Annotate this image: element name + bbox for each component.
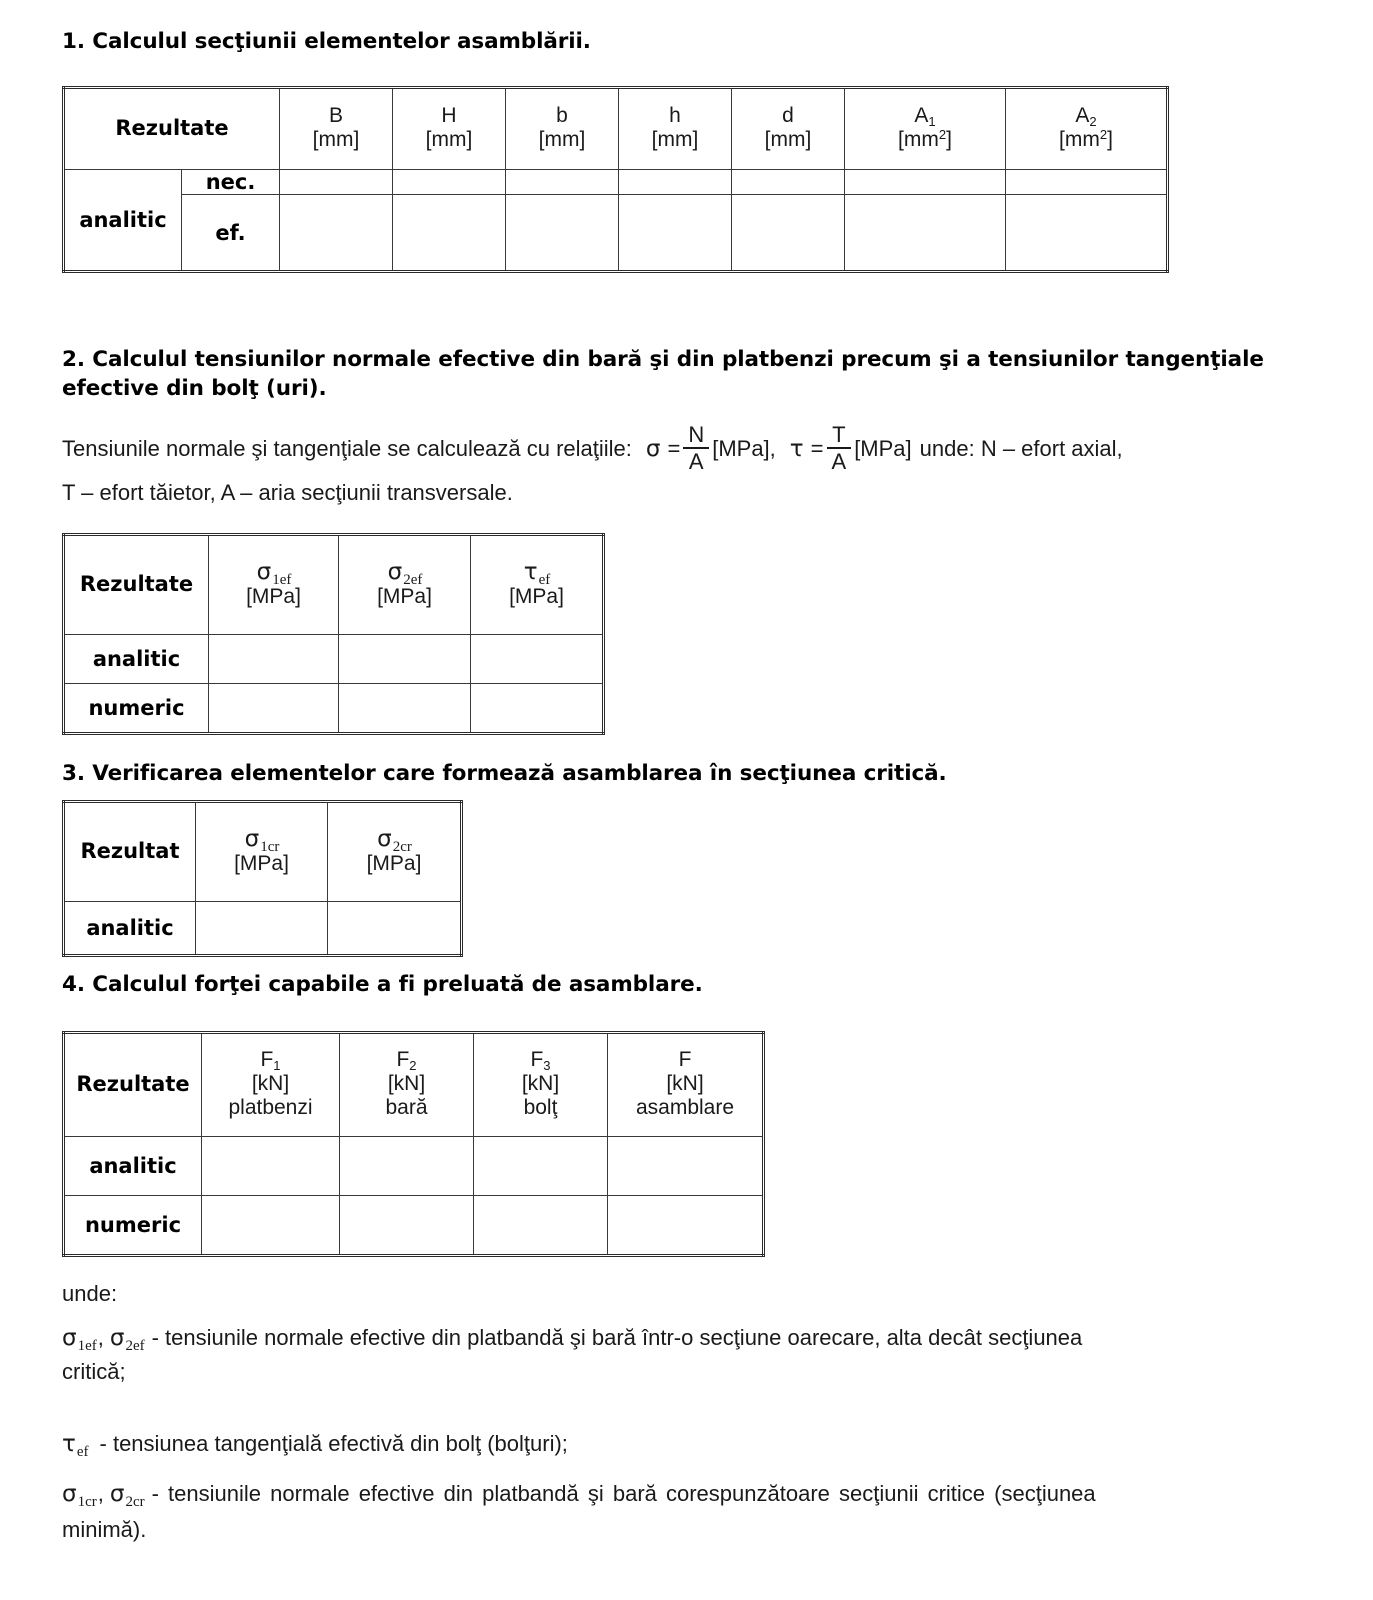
table2-cell[interactable] bbox=[339, 635, 471, 684]
legend-symbol-sigma1ef: $\sigma_{1ef}$ bbox=[62, 1325, 97, 1355]
col-note: bară bbox=[385, 1096, 428, 1120]
table1-cell[interactable] bbox=[1006, 195, 1168, 272]
table1-group-label: analitic bbox=[64, 170, 182, 272]
table4-col-F3 bbox=[474, 1033, 608, 1137]
table3-cell[interactable] bbox=[328, 902, 462, 956]
equals-sign-1: = bbox=[667, 436, 681, 462]
fraction-T-over-A bbox=[827, 423, 852, 473]
col-unit: [kN] bbox=[666, 1071, 704, 1095]
formula-lead-text: Tensiunile normale şi tangenţiale se calculează cu relaţiile: bbox=[62, 436, 632, 462]
table1-col-A2 bbox=[1006, 88, 1168, 170]
fraction-denominator: A bbox=[688, 449, 704, 475]
table1-cell[interactable] bbox=[393, 170, 506, 195]
table1-col-H bbox=[393, 88, 506, 170]
table1-cell[interactable] bbox=[619, 195, 732, 272]
table1-cell[interactable] bbox=[845, 195, 1006, 272]
section-2-heading bbox=[62, 345, 1320, 403]
table-row bbox=[64, 195, 1168, 272]
section-2-heading-line1: 2. Calculul tensiunilor normale efective din bară şi din platbenzi precum şi a tensiunilor tangenţiale bbox=[62, 347, 1264, 372]
table1-cell[interactable] bbox=[506, 195, 619, 272]
legend-text-line2: critică; bbox=[62, 1358, 126, 1384]
table2-cell[interactable] bbox=[209, 684, 339, 734]
table-header-row bbox=[64, 1033, 764, 1137]
formula-2-unit: [MPa] bbox=[854, 436, 912, 462]
table2-cell[interactable] bbox=[471, 684, 604, 734]
col-note: platbenzi bbox=[228, 1096, 313, 1120]
table2-col-tauef bbox=[471, 535, 604, 635]
fraction-denominator: A bbox=[831, 449, 847, 475]
equals-sign-2: = bbox=[810, 436, 824, 462]
col-symbol: $A_2$ bbox=[1075, 103, 1097, 130]
table2-result-label: Rezultate bbox=[64, 535, 209, 635]
table1-cell[interactable] bbox=[845, 170, 1006, 195]
table1-col-d bbox=[732, 88, 845, 170]
col-symbol: h bbox=[669, 103, 681, 127]
table3-result-label: Rezultat bbox=[64, 802, 196, 902]
section-3-heading: 3. Verificarea elementelor care formează asamblarea în secţiunea critică. bbox=[62, 761, 947, 786]
col-symbol: $A_1$ bbox=[914, 103, 936, 130]
table2-col-sigma2ef bbox=[339, 535, 471, 635]
formula-paragraph-line2: T – efort tăietor, A – aria secţiunii transversale. bbox=[62, 480, 513, 505]
legend-separator: , bbox=[97, 1481, 104, 1506]
table-row bbox=[64, 635, 604, 684]
legend-separator: , bbox=[97, 1325, 104, 1350]
table2-col-sigma1ef bbox=[209, 535, 339, 635]
table-section-calculation bbox=[62, 86, 1169, 273]
col-symbol: B bbox=[328, 103, 343, 127]
col-symbol: F bbox=[678, 1047, 692, 1071]
table4-cell[interactable] bbox=[474, 1196, 608, 1256]
table-effective-stresses bbox=[62, 533, 605, 735]
col-unit: [mm] bbox=[425, 128, 473, 151]
col-unit: [mm] bbox=[764, 128, 812, 151]
col-unit: [MPa] bbox=[234, 852, 289, 876]
formula-1-unit: [MPa], bbox=[712, 436, 776, 462]
legend-text-line2: minimă). bbox=[62, 1516, 147, 1542]
fraction-numerator: T bbox=[827, 423, 852, 449]
table3-cell[interactable] bbox=[196, 902, 328, 956]
table4-cell[interactable] bbox=[202, 1196, 340, 1256]
col-unit: [mm] bbox=[651, 128, 699, 151]
col-unit: [mm] bbox=[538, 128, 586, 151]
col-unit: $[mm^2]$ bbox=[898, 127, 952, 151]
fraction-N-over-A bbox=[683, 423, 709, 473]
legend-item-sigma-ef bbox=[62, 1322, 1324, 1388]
table4-cell[interactable] bbox=[340, 1137, 474, 1196]
table-row bbox=[64, 1196, 764, 1256]
col-symbol: b bbox=[556, 103, 568, 127]
table1-col-h bbox=[619, 88, 732, 170]
col-symbol: $F_1$ bbox=[260, 1047, 281, 1074]
col-symbol: $\sigma_{1ef}$ bbox=[256, 558, 292, 589]
col-unit: [MPa] bbox=[366, 852, 422, 876]
legend-symbol-sigma2cr: $\sigma_{2cr}$ bbox=[109, 1481, 145, 1511]
table4-cell[interactable] bbox=[608, 1196, 764, 1256]
table2-row-label-numeric: numeric bbox=[64, 684, 209, 734]
col-symbol: $\sigma_{2ef}$ bbox=[387, 558, 423, 589]
legend-text-line1: - tensiunea tangenţială efectivă din bolţ (bolţuri); bbox=[99, 1431, 568, 1456]
table1-col-b bbox=[506, 88, 619, 170]
section-4-heading: 4. Calculul forţei capabile a fi preluată de asamblare. bbox=[62, 972, 703, 997]
legend-intro: unde: bbox=[62, 1281, 118, 1306]
table-row bbox=[64, 170, 1168, 195]
table1-cell[interactable] bbox=[1006, 170, 1168, 195]
table-header-row bbox=[64, 88, 1168, 170]
sigma-symbol: σ bbox=[645, 436, 661, 463]
table4-cell[interactable] bbox=[202, 1137, 340, 1196]
col-unit: [kN] bbox=[387, 1071, 426, 1095]
legend-item-tau-ef bbox=[62, 1428, 1324, 1460]
table2-row-label-analitic: analitic bbox=[64, 635, 209, 684]
col-symbol: d bbox=[782, 103, 794, 127]
table4-row-label-numeric: numeric bbox=[64, 1196, 202, 1256]
table-header-row bbox=[64, 535, 604, 635]
table1-cell[interactable] bbox=[732, 170, 845, 195]
table3-row-label-analitic: analitic bbox=[64, 902, 196, 956]
table-row bbox=[64, 902, 462, 956]
table2-cell[interactable] bbox=[339, 684, 471, 734]
table4-col-F1 bbox=[202, 1033, 340, 1137]
table4-row-label-analitic: analitic bbox=[64, 1137, 202, 1196]
table1-result-label: Rezultate bbox=[64, 88, 280, 170]
table1-cell[interactable] bbox=[619, 170, 732, 195]
table2-cell[interactable] bbox=[209, 635, 339, 684]
table1-col-A1 bbox=[845, 88, 1006, 170]
legend-text-line1: - tensiunile normale efective din platbandă şi bară corespunzătoare secţiunii critice (secţiunea bbox=[151, 1481, 1096, 1506]
table1-cell[interactable] bbox=[393, 195, 506, 272]
table3-col-sigma2cr bbox=[328, 802, 462, 902]
table1-cell[interactable] bbox=[732, 195, 845, 272]
table4-cell[interactable] bbox=[608, 1137, 764, 1196]
table1-cell[interactable] bbox=[280, 195, 393, 272]
table-row bbox=[64, 684, 604, 734]
table2-cell[interactable] bbox=[471, 635, 604, 684]
section-1-heading: 1. Calculul secţiunii elementelor asamblării. bbox=[62, 29, 591, 54]
legend-item-sigma-cr bbox=[62, 1478, 1324, 1546]
table4-cell[interactable] bbox=[474, 1137, 608, 1196]
table4-col-F bbox=[608, 1033, 764, 1137]
col-symbol: $\tau_{ef}$ bbox=[523, 558, 551, 589]
col-note: bolţ bbox=[523, 1096, 558, 1120]
section-2-heading-line2: efective din bolţ (uri). bbox=[62, 376, 327, 402]
table1-cell[interactable] bbox=[506, 170, 619, 195]
table-capable-force bbox=[62, 1031, 765, 1257]
legend-symbol-sigma1cr: $\sigma_{1cr}$ bbox=[62, 1481, 97, 1511]
col-unit: [kN] bbox=[521, 1071, 560, 1095]
table1-col-B bbox=[280, 88, 393, 170]
col-unit: [MPa] bbox=[377, 585, 432, 609]
table1-cell[interactable] bbox=[280, 170, 393, 195]
formula-paragraph-line1 bbox=[62, 424, 1332, 474]
table1-row-label-nec: nec. bbox=[182, 170, 280, 195]
col-unit: [MPa] bbox=[509, 585, 564, 609]
table3-col-sigma1cr bbox=[196, 802, 328, 902]
col-unit: [kN] bbox=[251, 1071, 290, 1095]
table1-row-label-ef: ef. bbox=[182, 195, 280, 272]
table4-col-F2 bbox=[340, 1033, 474, 1137]
table4-result-label: Rezultate bbox=[64, 1033, 202, 1137]
tau-symbol: τ bbox=[789, 436, 804, 463]
col-symbol: $\sigma_{2cr}$ bbox=[377, 825, 412, 856]
legend-text-line1: - tensiunile normale efective din platbandă şi bară într-o secţiune oarecare, alta decât secţiunea bbox=[151, 1325, 1083, 1350]
table-header-row bbox=[64, 802, 462, 902]
legend-symbol-sigma2ef: $\sigma_{2ef}$ bbox=[109, 1325, 145, 1355]
table-row bbox=[64, 1137, 764, 1196]
col-note: asamblare bbox=[635, 1096, 735, 1120]
col-unit: [MPa] bbox=[246, 585, 301, 609]
col-symbol: $F_3$ bbox=[530, 1047, 551, 1074]
col-unit: $[mm^2]$ bbox=[1059, 127, 1113, 151]
fraction-numerator: N bbox=[683, 423, 709, 449]
col-symbol: $F_2$ bbox=[396, 1047, 417, 1074]
table4-cell[interactable] bbox=[340, 1196, 474, 1256]
col-symbol: H bbox=[441, 103, 457, 127]
formula-tail-text: unde: N – efort axial, bbox=[919, 436, 1123, 462]
col-symbol: $\sigma_{1cr}$ bbox=[244, 825, 280, 856]
table-critical-section-check bbox=[62, 800, 463, 957]
col-unit: [mm] bbox=[312, 128, 360, 151]
legend-symbol-tauef: $\tau_{ef}$ bbox=[62, 1431, 89, 1461]
